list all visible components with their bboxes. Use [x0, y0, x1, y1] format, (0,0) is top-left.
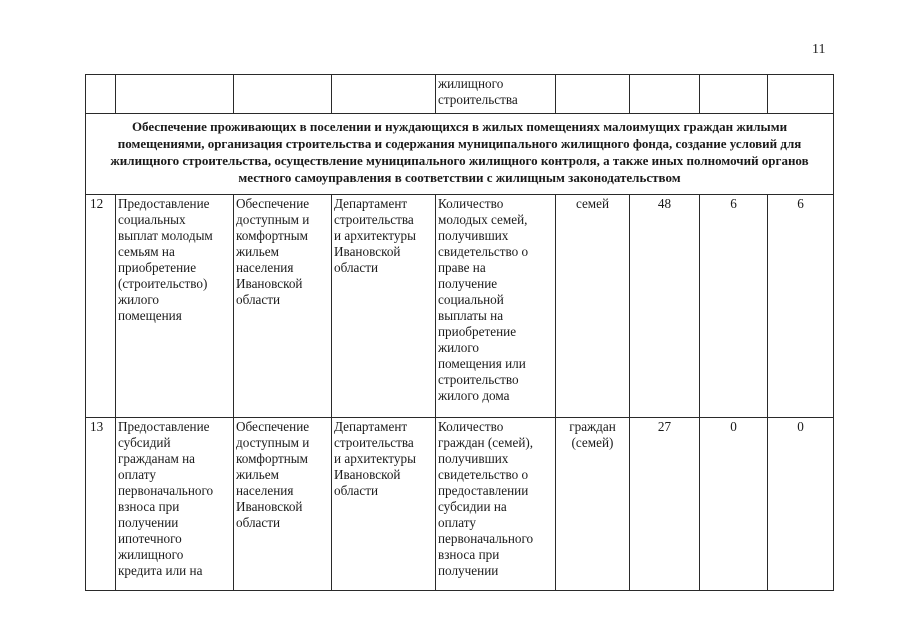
cell-executor: Департамент строительства и архитектуры Ивановской области — [332, 418, 436, 591]
cell-indicator: Количество молодых семей, получивших свидетельство о праве на получение социальной выплаты на приобретение жилого помещения или строительство жилого дома — [436, 195, 556, 418]
cell-value-2 — [700, 75, 768, 114]
cell-indicator: жилищного строительства — [436, 75, 556, 114]
cell-goal: Обеспечение доступным и комфортным жильем населения Ивановской области — [234, 418, 332, 591]
cell-value-1: 48 — [630, 195, 700, 418]
cell-number — [86, 75, 116, 114]
cell-unit: граждан (семей) — [556, 418, 630, 591]
cell-executor — [332, 75, 436, 114]
cell-goal: Обеспечение доступным и комфортным жильем населения Ивановской области — [234, 195, 332, 418]
cell-value-1 — [630, 75, 700, 114]
cell-value-1: 27 — [630, 418, 700, 591]
table-row — [86, 195, 834, 418]
cell-value-3 — [768, 75, 834, 114]
cell-activity: Предоставление субсидий гражданам на оплату первоначального взноса при получении ипотечного жилищного кредита или на — [116, 418, 234, 591]
cell-unit — [556, 75, 630, 114]
table-row-continuation — [86, 75, 834, 114]
cell-activity — [116, 75, 234, 114]
table-row-section — [86, 114, 834, 195]
page-number: 11 — [812, 42, 826, 57]
cell-value-2: 6 — [700, 195, 768, 418]
cell-executor: Департамент строительства и архитектуры Ивановской области — [332, 195, 436, 418]
cell-number: 12 — [86, 195, 116, 418]
cell-value-2: 0 — [700, 418, 768, 591]
cell-value-3: 0 — [768, 418, 834, 591]
program-table — [85, 74, 834, 591]
cell-number: 13 — [86, 418, 116, 591]
cell-unit: семей — [556, 195, 630, 418]
table-row — [86, 418, 834, 591]
cell-activity: Предоставление социальных выплат молодым семьям на приобретение (строительство) жилого помещения — [116, 195, 234, 418]
section-heading-cell — [86, 114, 834, 195]
section-heading: Обеспечение проживающих в поселении и нуждающихся в жилых помещениях малоимущих граждан жилыми помещениями, организация строительства и содержания муниципального жилищного фонда, создание условий для жилищного строительства, осуществление муниципального жилищного контроля, а также иных полномочий органов местного самоуправления в соответствии с жилищным законодательством — [110, 119, 809, 185]
cell-value-3: 6 — [768, 195, 834, 418]
cell-indicator: Количество граждан (семей), получивших свидетельство о предоставлении субсидии на оплату первоначального взноса при получении — [436, 418, 556, 591]
cell-goal — [234, 75, 332, 114]
